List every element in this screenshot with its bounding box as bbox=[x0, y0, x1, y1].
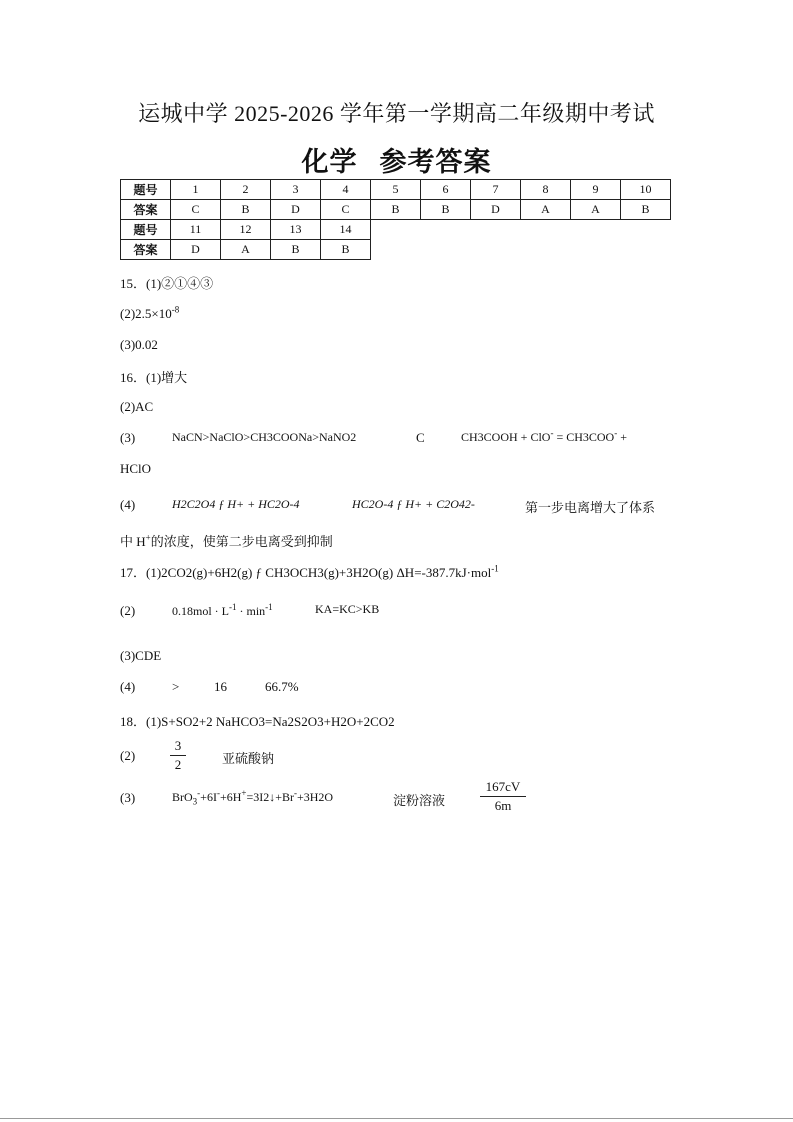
q16-part2: (2)AC bbox=[120, 399, 154, 414]
table-cell: A bbox=[521, 200, 571, 220]
table-cell: B bbox=[421, 200, 471, 220]
answer-row bbox=[121, 200, 671, 220]
table-row-header: 题号 bbox=[121, 180, 171, 200]
q18-part3-equation bbox=[172, 790, 333, 805]
q16-part3-order: NaCN>NaClO>CH3COONa>NaNO2 bbox=[172, 430, 357, 444]
q17-part4-answer-c: 66.7% bbox=[265, 679, 299, 694]
q18-part2-fraction bbox=[170, 738, 186, 773]
q16-part3-equation bbox=[461, 430, 627, 445]
q16-part4-explanation-cont bbox=[120, 531, 333, 550]
q16-part4-explanation: 第一步电离增大了体系 bbox=[525, 500, 656, 515]
q17-rate-b: · min bbox=[236, 604, 266, 618]
table-cell: 8 bbox=[521, 180, 571, 200]
q16-h-plus: + bbox=[145, 532, 151, 543]
q16-eq-minus-2: - bbox=[614, 428, 618, 438]
q18-part3-denominator: 6m bbox=[494, 798, 512, 813]
q18-part3-label: (3) bbox=[120, 790, 136, 805]
table-cell: 13 bbox=[271, 220, 321, 240]
q17-part2-k-relation: KA=KC>KB bbox=[315, 602, 380, 616]
q18-part2-text: 亚硫酸钠 bbox=[222, 751, 275, 766]
question-number-row bbox=[121, 220, 671, 240]
q18-eq-c: +6H bbox=[219, 790, 242, 804]
q17-part1 bbox=[120, 562, 499, 581]
q18-part1: 18．(1)S+SO2+2 NaHCO3=Na2S2O3+H2O+2CO2 bbox=[120, 714, 395, 729]
q18-part2-label: (2) bbox=[120, 748, 136, 763]
table-empty-cell bbox=[421, 220, 471, 240]
document-subtitle bbox=[0, 140, 793, 179]
q16-part1: 16．(1)增大 bbox=[120, 370, 188, 385]
table-empty-cell bbox=[521, 220, 571, 240]
q15-part1: 15．(1)②①④③ bbox=[120, 276, 214, 291]
subject-label: 化学 bbox=[301, 147, 358, 178]
q16-eq-b: = CH3COO bbox=[553, 430, 615, 444]
q18-eq-sub: 3 bbox=[192, 796, 198, 807]
q18-part3-fraction bbox=[480, 779, 526, 814]
q16-part4-label: (4) bbox=[120, 497, 136, 512]
table-cell: 6 bbox=[421, 180, 471, 200]
q18-eq-plus: + bbox=[241, 788, 247, 798]
q17-part4-answer-b: 16 bbox=[214, 679, 227, 694]
fraction-bar bbox=[480, 796, 526, 797]
answer-row bbox=[121, 240, 671, 260]
table-row-header: 答案 bbox=[121, 240, 171, 260]
q17-part1-unit-exp: -1 bbox=[491, 563, 499, 574]
q18-part3-numerator: 167cV bbox=[485, 779, 521, 794]
q16-part3-choice: C bbox=[416, 430, 425, 445]
page-title: 运城中学 2025-2026 学年第一学期高二年级期中考试 bbox=[138, 101, 655, 126]
table-cell: 2 bbox=[221, 180, 271, 200]
table-cell: A bbox=[221, 240, 271, 260]
table-cell: B bbox=[621, 200, 671, 220]
table-cell: B bbox=[271, 240, 321, 260]
q18-eq-minus-2: - bbox=[216, 788, 220, 798]
q16-part3-continuation: HClO bbox=[120, 461, 152, 476]
table-cell: 4 bbox=[321, 180, 371, 200]
q18-eq-minus: - bbox=[197, 788, 201, 798]
q15-part3: (3)0.02 bbox=[120, 337, 158, 352]
q17-part1-equation: 2CO2(g)+6H2(g) ƒ CH3OCH3(g)+3H2O(g) ΔH=-387.7kJ·mol bbox=[161, 565, 492, 580]
q16-eq-minus-1: - bbox=[550, 428, 554, 438]
table-cell: B bbox=[321, 240, 371, 260]
q17-rate-exp2: -1 bbox=[265, 602, 273, 612]
q15-part2-exponent: -8 bbox=[171, 304, 180, 315]
table-empty-cell bbox=[571, 240, 621, 260]
question-number-row bbox=[121, 180, 671, 200]
table-cell: B bbox=[371, 200, 421, 220]
table-cell: B bbox=[221, 200, 271, 220]
answer-table bbox=[120, 179, 671, 260]
table-cell: C bbox=[321, 200, 371, 220]
table-row-header: 题号 bbox=[121, 220, 171, 240]
q16-eq-c: + bbox=[617, 430, 628, 444]
q18-fraction-denominator: 2 bbox=[174, 757, 182, 772]
table-empty-cell bbox=[371, 240, 421, 260]
q18-part3-indicator: 淀粉溶液 bbox=[393, 793, 446, 808]
q18-fraction-numerator: 3 bbox=[174, 738, 182, 753]
table-cell: A bbox=[571, 200, 621, 220]
q16-part4-equation2: HC2O-4 ƒ H+ + C2O42- bbox=[352, 497, 475, 511]
table-cell: 14 bbox=[321, 220, 371, 240]
table-cell: 1 bbox=[171, 180, 221, 200]
q17-part4-label: (4) bbox=[120, 679, 136, 694]
table-empty-cell bbox=[571, 220, 621, 240]
table-cell: 10 bbox=[621, 180, 671, 200]
table-empty-cell bbox=[371, 220, 421, 240]
q17-rate-a: 0.18mol · L bbox=[172, 604, 229, 618]
q17-part2-rate bbox=[172, 604, 273, 619]
answer-key-label: 参考答案 bbox=[379, 147, 492, 178]
q15-part2-value: (2)2.5×10 bbox=[120, 306, 172, 321]
q15-part2 bbox=[120, 306, 179, 322]
page-bottom-rule bbox=[0, 1118, 793, 1119]
table-cell: 11 bbox=[171, 220, 221, 240]
table-empty-cell bbox=[621, 240, 671, 260]
q18-eq-minus-3: - bbox=[293, 788, 297, 798]
q18-eq-b: +6I bbox=[200, 790, 217, 804]
table-cell: C bbox=[171, 200, 221, 220]
q18-eq-d: =3I2↓+Br bbox=[246, 790, 294, 804]
q16-part3-label: (3) bbox=[120, 430, 136, 445]
table-empty-cell bbox=[471, 240, 521, 260]
q16-part4-equation1: H2C2O4 ƒ H+ + HC2O-4 bbox=[172, 497, 300, 511]
table-cell: 5 bbox=[371, 180, 421, 200]
table-empty-cell bbox=[421, 240, 471, 260]
table-empty-cell bbox=[471, 220, 521, 240]
q17-rate-exp1: -1 bbox=[229, 602, 237, 612]
q17-part4-answer-a: > bbox=[172, 679, 180, 694]
q16-explanation-rest: 的浓度，使第二步电离受到抑制 bbox=[150, 534, 333, 549]
table-empty-cell bbox=[621, 220, 671, 240]
q16-eq-a: CH3COOH + ClO bbox=[461, 430, 551, 444]
q17-part3: (3)CDE bbox=[120, 648, 162, 663]
q18-eq-a: BrO bbox=[172, 790, 193, 804]
table-cell: 9 bbox=[571, 180, 621, 200]
table-cell: D bbox=[271, 200, 321, 220]
table-cell: 3 bbox=[271, 180, 321, 200]
table-cell: 7 bbox=[471, 180, 521, 200]
table-row-header: 答案 bbox=[121, 200, 171, 220]
q18-eq-e: +3H2O bbox=[296, 790, 334, 804]
q17-part1-prefix: 17．(1) bbox=[120, 565, 162, 580]
fraction-bar bbox=[170, 755, 186, 756]
table-cell: D bbox=[171, 240, 221, 260]
table-empty-cell bbox=[521, 240, 571, 260]
table-cell: D bbox=[471, 200, 521, 220]
table-cell: 12 bbox=[221, 220, 271, 240]
q16-h-text: 中 H bbox=[120, 534, 146, 549]
q17-part2-label: (2) bbox=[120, 603, 136, 618]
